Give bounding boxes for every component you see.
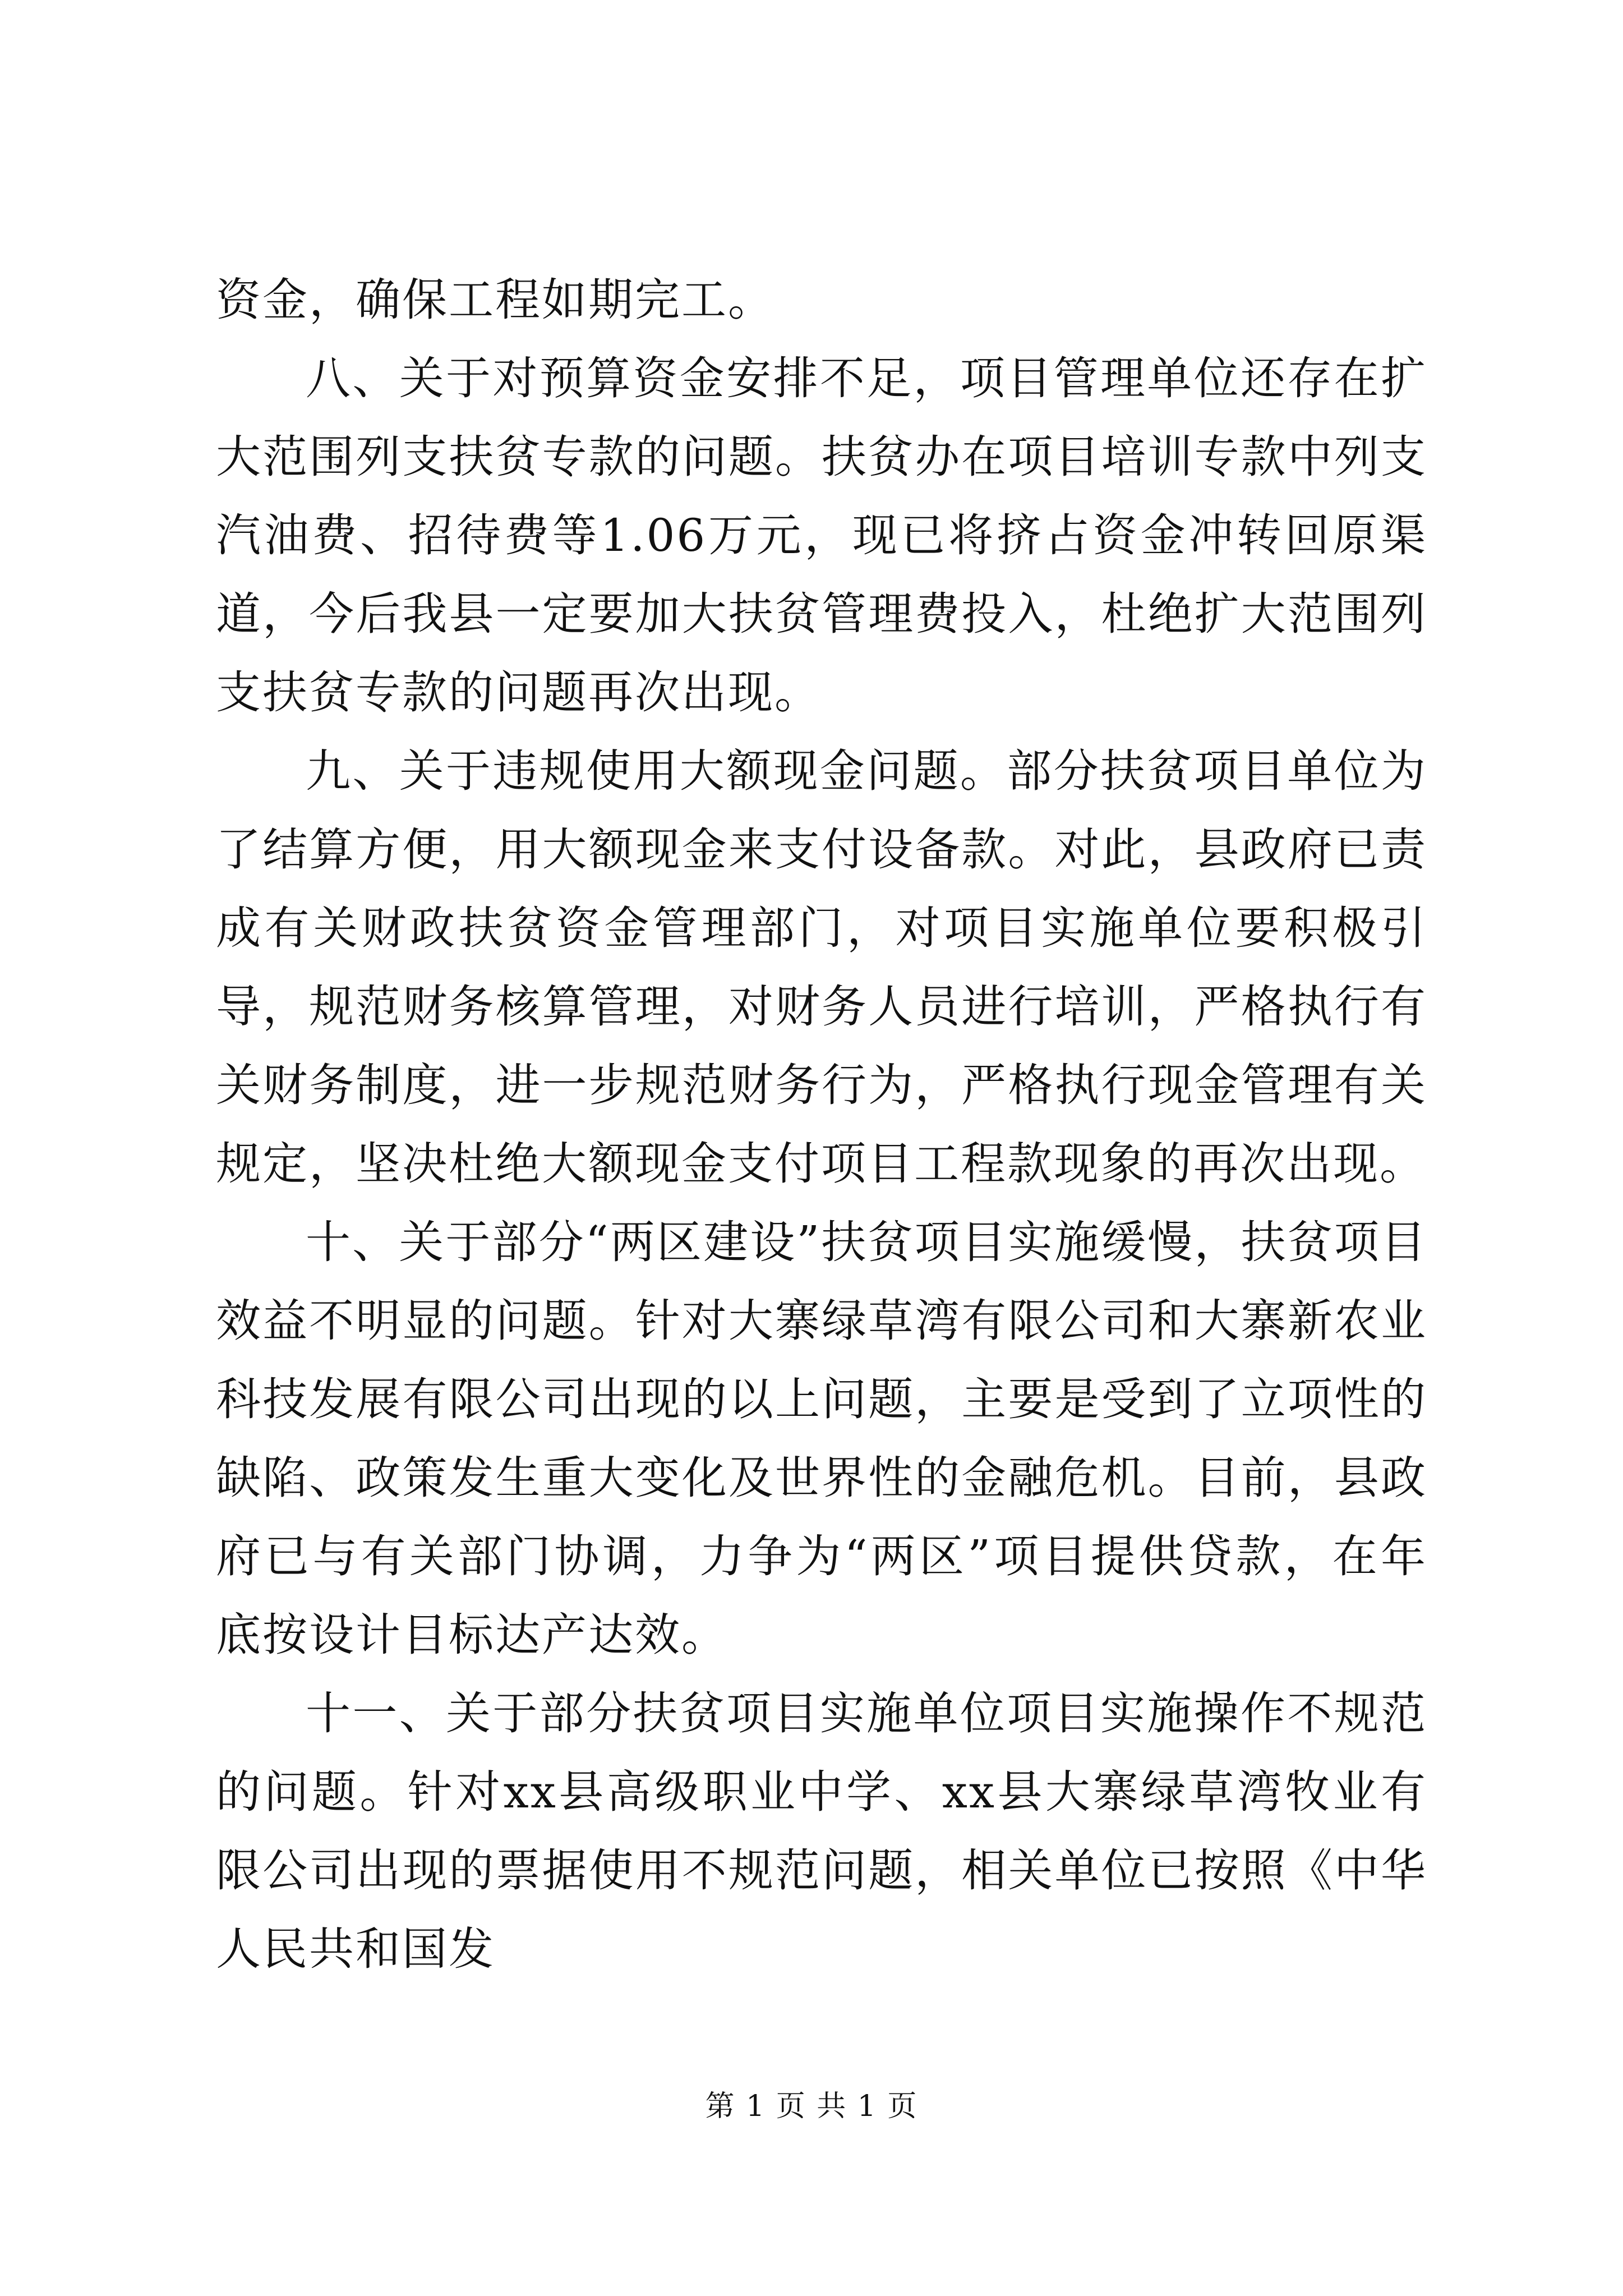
paragraph-1: 资金，确保工程如期完工。 bbox=[216, 274, 774, 326]
paragraph-2: 八、关于对预算资金安排不足，项目管理单位还存在扩大范围列支扶贫专款的问题。扶贫办在项目培训专款中列支汽油费、招待费等1.06万元，现已将挤占资金冲转回原渠道，今后我县一定要加大扶贫管理费投入，杜绝扩大范围列支扶贫专款的问题再次出现。 bbox=[216, 352, 1427, 719]
page-footer bbox=[0, 2087, 1623, 2126]
paragraph-5: 十一、关于部分扶贫项目实施单位项目实施操作不规范的问题。针对xx县高级职业中学、xx县大寨绿草湾牧业有限公司出现的票据使用不规范问题，相关单位已按照《中华人民共和国发 bbox=[216, 1687, 1427, 1975]
paragraph-3: 九、关于违规使用大额现金问题。部分扶贫项目单位为了结算方便，用大额现金来支付设备款。对此，县政府已责成有关财政扶贫资金管理部门，对项目实施单位要积极引导，规范财务核算管理，对财务人员进行培训，严格执行有关财务制度，进一步规范财务行为，严格执行现金管理有关规定，坚决杜绝大额现金支付项目工程款现象的再次出现。 bbox=[216, 745, 1427, 1190]
document-body bbox=[216, 261, 1427, 1989]
paragraph-4: 十、关于部分“两区建设”扶贫项目实施缓慢，扶贫项目效益不明显的问题。针对大寨绿草湾有限公司和大寨新农业科技发展有限公司出现的以上问题，主要是受到了立项性的缺陷、政策发生重大变化及世界性的金融危机。目前，县政府已与有关部门协调，力争为“两区”项目提供贷款，在年底按设计目标达产达效。 bbox=[216, 1216, 1427, 1661]
page-number-label: 第 1 页 共 1 页 bbox=[705, 2090, 918, 2123]
